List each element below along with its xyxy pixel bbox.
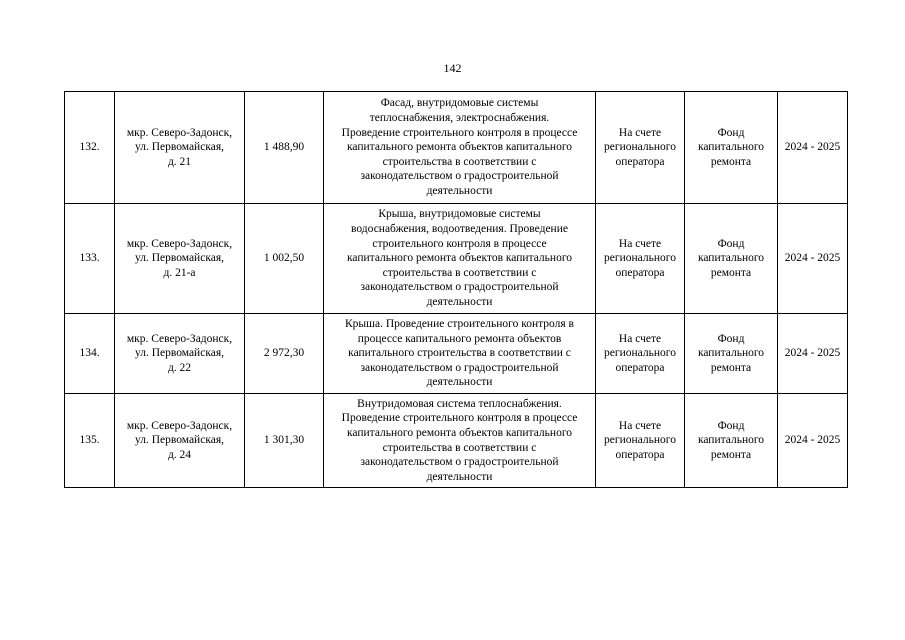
account-cell-line: На счете	[618, 126, 662, 139]
table-row	[65, 314, 848, 394]
work-description-cell	[324, 394, 596, 488]
funding-source-cell-line: Фонд	[717, 332, 745, 345]
period-cell: 2024 - 2025	[778, 92, 848, 204]
address-cell-line: мкр. Северо-Задонск,	[126, 332, 233, 345]
work-description-cell-line: строительства в соответствии с	[382, 266, 537, 279]
account-cell-line: регионального	[604, 252, 676, 265]
period-cell: 2024 - 2025	[778, 314, 848, 394]
funding-source-cell-line: ремонта	[710, 266, 752, 279]
period-cell: 2024 - 2025	[778, 394, 848, 488]
area-cell: 1 301,30	[245, 394, 324, 488]
table-row	[65, 92, 848, 204]
work-description-cell-line: строительства в соответствии с	[382, 441, 537, 454]
address-cell	[115, 394, 245, 488]
address-cell-line: мкр. Северо-Задонск,	[126, 419, 233, 432]
work-description-cell-line: деятельности	[426, 470, 493, 483]
funding-source-cell-line: ремонта	[710, 448, 752, 461]
work-description-cell-line: строительства в соответствии с	[382, 155, 537, 168]
address-cell-line: мкр. Северо-Задонск,	[126, 237, 233, 250]
account-cell-line: На счете	[618, 332, 662, 345]
area-cell: 1 002,50	[245, 204, 324, 314]
work-description-cell-line: Крыша. Проведение строительного контроля в	[345, 318, 574, 331]
work-description-cell-line: Проведение строительного контроля в процессе	[341, 412, 578, 425]
funding-source-cell-line: капитального	[697, 252, 765, 265]
account-cell-line: На счете	[618, 237, 662, 250]
funding-source-cell-line: ремонта	[710, 155, 752, 168]
work-description-cell-line: деятельности	[426, 376, 493, 389]
account-cell-line: регионального	[604, 434, 676, 447]
account-cell-line: оператора	[615, 155, 665, 168]
funding-source-cell-line: капитального	[697, 347, 765, 360]
account-cell-line: регионального	[604, 347, 676, 360]
work-description-cell	[324, 204, 596, 314]
work-description-cell-line: законодательством о градостроительной	[360, 456, 559, 469]
page-number: 142	[443, 61, 462, 75]
address-cell-line: ул. Первомайская,	[134, 141, 225, 154]
funding-source-cell-line: капитального	[697, 434, 765, 447]
row-number-cell: 134.	[65, 314, 115, 394]
work-description-cell-line: капитального ремонта объектов капитального	[346, 252, 572, 265]
work-description-cell-line: капитального ремонта объектов капитального	[346, 426, 572, 439]
funding-source-cell	[685, 394, 778, 488]
address-cell-line: д. 21	[167, 155, 192, 168]
funding-source-cell	[685, 92, 778, 204]
address-cell	[115, 204, 245, 314]
work-description-cell-line: Внутридомовая система теплоснабжения.	[357, 397, 562, 410]
account-cell-line: регионального	[604, 141, 676, 154]
table-body	[65, 92, 848, 488]
work-description-cell-line: деятельности	[426, 295, 493, 308]
address-cell-line: ул. Первомайская,	[134, 252, 225, 265]
area-cell: 1 488,90	[245, 92, 324, 204]
address-cell-line: д. 22	[167, 361, 192, 374]
account-cell	[596, 314, 685, 394]
address-cell-line: д. 24	[167, 448, 192, 461]
repair-table	[64, 91, 848, 488]
row-number-cell: 133.	[65, 204, 115, 314]
period-cell: 2024 - 2025	[778, 204, 848, 314]
work-description-cell	[324, 92, 596, 204]
funding-source-cell	[685, 314, 778, 394]
table-row	[65, 204, 848, 314]
funding-source-cell-line: ремонта	[710, 361, 752, 374]
funding-source-cell-line: Фонд	[717, 126, 745, 139]
address-cell-line: мкр. Северо-Задонск,	[126, 126, 233, 139]
account-cell-line: оператора	[615, 448, 665, 461]
funding-source-cell-line: Фонд	[717, 237, 745, 250]
work-description-cell-line: Проведение строительного контроля в процессе	[341, 126, 578, 139]
address-cell-line: ул. Первомайская,	[134, 347, 225, 360]
address-cell-line: д. 21-а	[163, 266, 196, 279]
work-description-cell-line: Крыша, внутридомовые системы	[378, 208, 541, 221]
work-description-cell	[324, 314, 596, 394]
address-cell-line: ул. Первомайская,	[134, 434, 225, 447]
work-description-cell-line: процессе капитального ремонта объектов	[357, 332, 562, 345]
work-description-cell-line: законодательством о градостроительной	[360, 170, 559, 183]
funding-source-cell-line: капитального	[697, 141, 765, 154]
work-description-cell-line: водоснабжения, водоотведения. Проведение	[351, 223, 568, 236]
row-number-cell: 132.	[65, 92, 115, 204]
work-description-cell-line: капитального строительства в соответствии с	[348, 347, 571, 360]
table-row	[65, 394, 848, 488]
account-cell-line: оператора	[615, 266, 665, 279]
work-description-cell-line: теплоснабжения, электроснабжения.	[369, 112, 550, 125]
account-cell	[596, 204, 685, 314]
work-description-cell-line: Фасад, внутридомовые системы	[380, 97, 539, 110]
work-description-cell-line: законодательством о градостроительной	[360, 281, 559, 294]
account-cell-line: оператора	[615, 361, 665, 374]
funding-source-cell	[685, 204, 778, 314]
work-description-cell-line: капитального ремонта объектов капитального	[346, 141, 572, 154]
funding-source-cell-line: Фонд	[717, 419, 745, 432]
account-cell	[596, 394, 685, 488]
work-description-cell-line: деятельности	[426, 184, 493, 197]
row-number-cell: 135.	[65, 394, 115, 488]
work-description-cell-line: законодательством о градостроительной	[360, 361, 559, 374]
work-description-cell-line: строительного контроля в процессе	[372, 237, 547, 250]
address-cell	[115, 314, 245, 394]
account-cell	[596, 92, 685, 204]
account-cell-line: На счете	[618, 419, 662, 432]
address-cell	[115, 92, 245, 204]
area-cell: 2 972,30	[245, 314, 324, 394]
